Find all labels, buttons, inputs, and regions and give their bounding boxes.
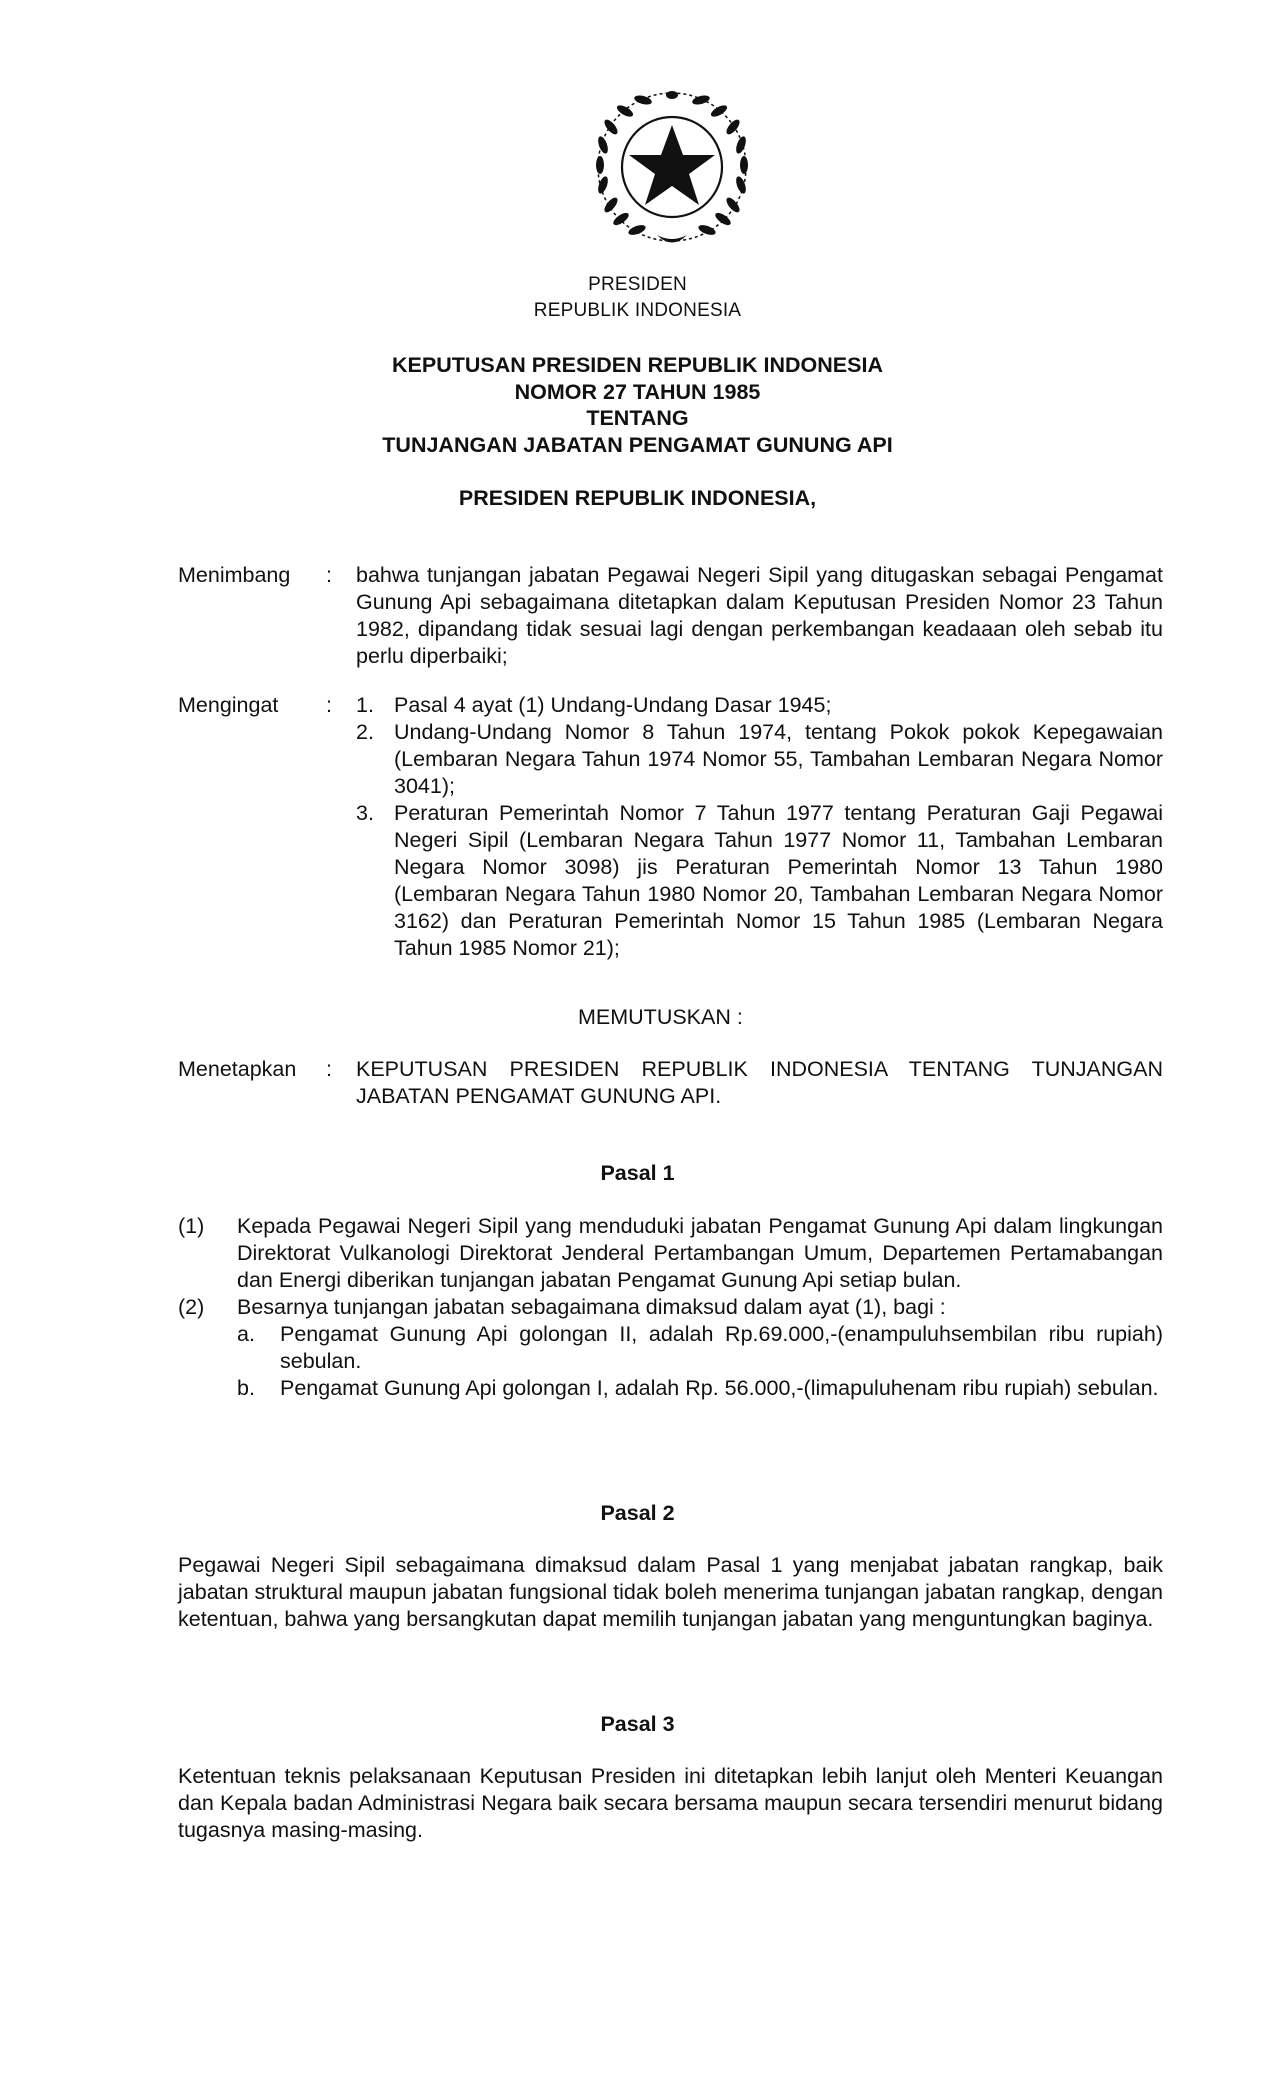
- sub-text: Pengamat Gunung Api golongan II, adalah Rp.69.000,-(enampuluhsembilan ribu rupiah) sebulan.: [280, 1322, 1163, 1373]
- pasal-1-body: [178, 1213, 1163, 1402]
- ayat-number: (2): [178, 1295, 205, 1319]
- letterhead: [0, 272, 1275, 324]
- pasal-2-text: Pegawai Negeri Sipil sebagaimana dimaksud dalam Pasal 1 yang menjabat jabatan rangkap, baik jabatan struktural maupun jabatan fungsional tidak boleh menerima tunjangan jabatan rangkap, dengan ketentuan, bahwa yang bersangkutan dapat memilih tunjangan jabatan yang menguntungkan baginya.: [178, 1553, 1163, 1631]
- colon: :: [326, 1057, 332, 1081]
- menetapkan-section: [178, 1056, 1163, 1110]
- mengingat-item: [356, 719, 1163, 800]
- letterhead-line-presiden: PRESIDEN: [588, 274, 687, 295]
- mengingat-item: [356, 692, 1163, 719]
- title-line-3: TENTANG: [586, 406, 689, 430]
- menetapkan-text: KEPUTUSAN PRESIDEN REPUBLIK INDONESIA TENTANG TUNJANGAN JABATAN PENGAMAT GUNUNG API.: [356, 1057, 1163, 1108]
- ayat-text: Kepada Pegawai Negeri Sipil yang menduduki jabatan Pengamat Gunung Api dalam lingkungan Direktorat Vulkanologi Direktorat Jenderal Pertambangan Umum, Departemen Pertamabangan dan Energi diberikan tunjangan jabatan Pengamat Gunung Api setiap bulan.: [237, 1214, 1163, 1292]
- issuer-heading: PRESIDEN REPUBLIK INDONESIA,: [458, 486, 817, 510]
- pasal-1-title: Pasal 1: [600, 1161, 675, 1185]
- colon: :: [326, 563, 332, 587]
- menimbang-section: [178, 562, 1163, 670]
- item-number: 2.: [356, 720, 374, 744]
- ayat-text: Besarnya tunjangan jabatan sebagaimana dimaksud dalam ayat (1), bagi :: [237, 1295, 946, 1319]
- sub-text: Pengamat Gunung Api golongan I, adalah Rp. 56.000,-(limapuluhenam ribu rupiah) sebulan.: [280, 1376, 1159, 1400]
- presidential-seal-icon: [587, 85, 757, 250]
- letterhead-line-republik: REPUBLIK INDONESIA: [533, 300, 742, 321]
- ayat-2: [178, 1294, 1163, 1321]
- sub-letter: a.: [237, 1322, 255, 1346]
- menimbang-text: bahwa tunjangan jabatan Pegawai Negeri Sipil yang ditugaskan sebagai Pengamat Gunung Api sebagaimana ditetapkan dalam Keputusan Presiden Nomor 23 Tahun 1982, dipandang tidak sesuai lagi dengan perkembangan keadaaan oleh sebab itu perlu diperbaiki;: [356, 563, 1163, 668]
- colon: :: [326, 693, 332, 717]
- mengingat-label: Mengingat: [178, 693, 279, 717]
- ayat-2-sub-b: [237, 1375, 1163, 1402]
- item-number: 1.: [356, 693, 374, 717]
- item-text: Peraturan Pemerintah Nomor 7 Tahun 1977 tentang Peraturan Gaji Pegawai Negeri Sipil (Lembaran Negara Tahun 1977 Nomor 11, Tambahan Lembaran Negara Nomor 3098) jis Peraturan Pemerintah Nomor 13 Tahun 1980 (Lembaran Negara Tahun 1980 Nomor 20, Tambahan Lembaran Negara Nomor 3162) dan Peraturan Pemerintah Nomor 15 Tahun 1985 (Lembaran Negara Tahun 1985 Nomor 21);: [394, 801, 1163, 960]
- title-line-2: NOMOR 27 TAHUN 1985: [514, 379, 761, 404]
- item-number: 3.: [356, 801, 374, 825]
- pasal-3-title: Pasal 3: [600, 1712, 675, 1736]
- menimbang-label: Menimbang: [178, 563, 291, 587]
- menetapkan-label: Menetapkan: [178, 1057, 297, 1081]
- pasal-3-text: Ketentuan teknis pelaksanaan Keputusan Presiden ini ditetapkan lebih lanjut oleh Menteri Keuangan dan Kepala badan Administrasi Negara baik secara bersama maupun secara tersendiri menurut bidang tugasnya masing-masing.: [178, 1764, 1163, 1842]
- ayat-number: (1): [178, 1214, 205, 1238]
- item-text: Pasal 4 ayat (1) Undang-Undang Dasar 1945;: [394, 693, 832, 717]
- title-line-4: TUNJANGAN JABATAN PENGAMAT GUNUNG API: [382, 432, 893, 457]
- item-text: Undang-Undang Nomor 8 Tahun 1974, tentang Pokok pokok Kepegawaian (Lembaran Negara Tahun 1974 Nomor 55, Tambahan Lembaran Negara Nomor 3041);: [394, 720, 1163, 798]
- ayat-2-sub-a: [237, 1321, 1163, 1375]
- ayat-1: [178, 1213, 1163, 1294]
- pasal-2-title: Pasal 2: [600, 1501, 675, 1525]
- memutuskan-heading: MEMUTUSKAN :: [578, 1005, 743, 1029]
- mengingat-section: [178, 692, 1163, 962]
- title-line-1: KEPUTUSAN PRESIDEN REPUBLIK INDONESIA: [392, 353, 883, 377]
- mengingat-item: [356, 800, 1163, 962]
- document-title: [0, 352, 1275, 458]
- sub-letter: b.: [237, 1376, 255, 1400]
